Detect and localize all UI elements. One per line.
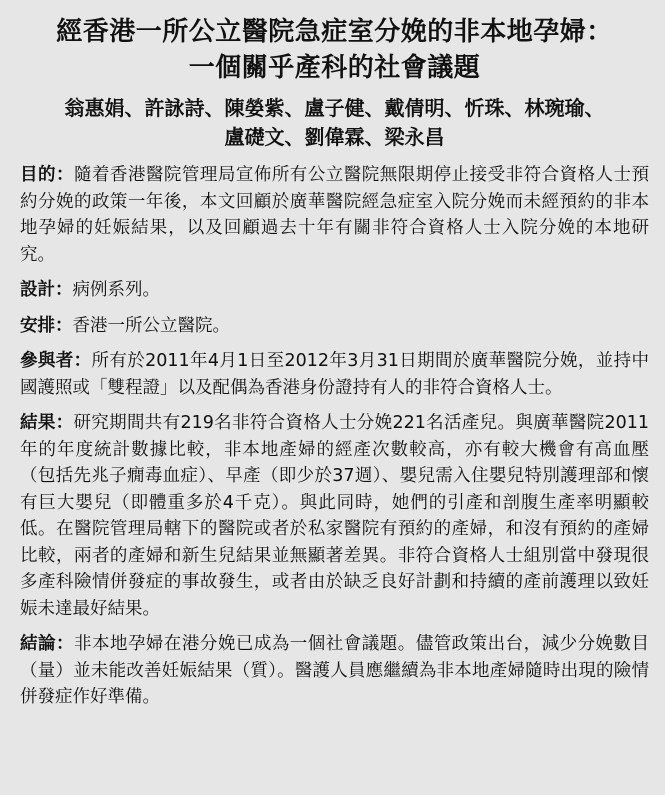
- section-conclusion: [20, 631, 649, 711]
- authors-line-1: 翁惠娟、許詠詩、陳嫈紫、盧子健、戴倩明、忻珠、林琬瑜、: [64, 96, 605, 120]
- authors-line-2: 盧礎文、劉偉霖、梁永昌: [224, 125, 445, 149]
- title-line-1: 經香港一所公立醫院急症室分娩的非本地孕婦：: [56, 17, 613, 47]
- section-label: 設計: [20, 280, 55, 300]
- label-colon: ：: [73, 351, 92, 371]
- section-setting: [20, 313, 649, 340]
- section-label: 參與者: [20, 351, 74, 371]
- section-text: 隨着香港醫院管理局宣佈所有公立醫院無限期停止接受非符合資格人士預約分娩的政策一年後，本文回顧於廣華醫院經急症室入院分娩而未經預約的非本地孕婦的妊娠結果，以及回顧過去十年有關非符合資格人士入院分娩的本地研究。: [20, 165, 650, 265]
- title-line-2: 一個關乎產科的社會議題: [188, 53, 481, 83]
- section-text: 香港一所公立醫院。: [72, 315, 230, 336]
- section-label: 結果: [20, 413, 56, 433]
- author-list: [20, 94, 649, 152]
- label-colon: ：: [55, 413, 74, 433]
- section-design: [20, 277, 649, 304]
- section-text: 所有於2011年4月1日至2012年3月31日期間於廣華醫院分娩，並持中國護照或「雙程證」以及配偶為香港身份證持有人的非符合資格人士。: [20, 351, 650, 398]
- section-results: [20, 410, 649, 622]
- section-label: 結論: [20, 634, 56, 654]
- section-objective: [20, 162, 649, 268]
- label-colon: ：: [55, 165, 74, 185]
- section-label: 安排: [20, 315, 55, 336]
- label-colon: ：: [55, 280, 73, 300]
- section-text: 非本地孕婦在港分娩已成為一個社會議題。儘管政策出台，減少分娩數目（量）並未能改善妊娠結果（質）。醫護人員應繼續為非本地產婦隨時出現的險情併發症作好準備。: [20, 634, 650, 707]
- section-label: 目的: [20, 165, 56, 185]
- section-text: 研究期間共有219名非符合資格人士分娩221名活產兒。與廣華醫院2011年的年度統計數據比較，非本地產婦的經產次數較高，亦有較大機會有高血壓（包括先兆子癇毒血症）、早產（即少於37週）、嬰兒需入住嬰兒特別護理部和懷有巨大嬰兒（即體重多於4千克）。與此同時，她們的引產和剖腹生產率明顯較低。在醫院管理局轄下的醫院或者於私家醫院有預約的產婦，和沒有預約的產婦比較，兩者的產婦和新生兒結果並無顯著差異。非符合資格人士組別當中發現很多產科險情併發症的事故發生，或者由於缺乏良好計劃和持續的產前護理以致妊娠未達最好結果。: [20, 413, 649, 619]
- article-title: [20, 14, 649, 86]
- section-participants: [20, 348, 649, 401]
- label-colon: ：: [55, 315, 73, 336]
- label-colon: ：: [55, 634, 74, 654]
- section-text: 病例系列。: [72, 280, 160, 300]
